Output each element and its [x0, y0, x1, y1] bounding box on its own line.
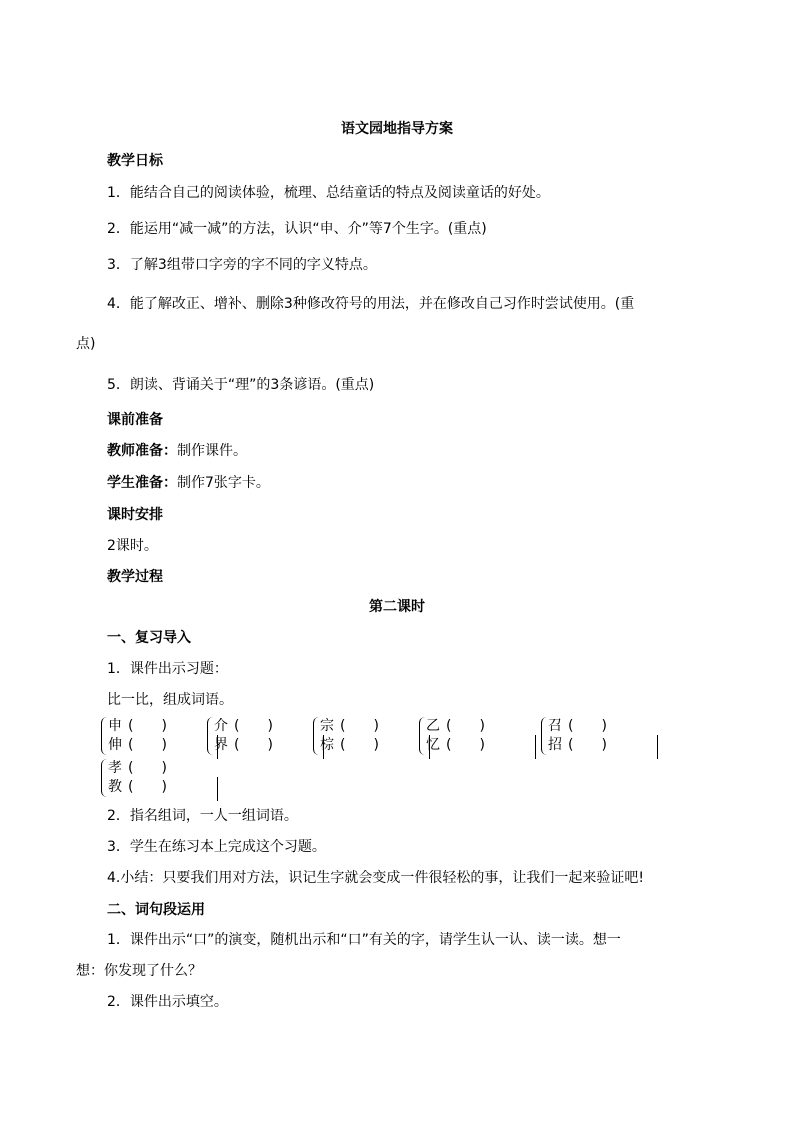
section-2-heading: 二、词句段运用	[107, 902, 205, 918]
objective-item-4: 4．能了解改正、增补、删除3种修改符号的用法，并在修改自己习作时尝试使用。(重	[107, 296, 635, 312]
lesson-title: 第二课时	[369, 599, 425, 615]
char: 介	[214, 718, 228, 734]
page-title: 语文园地指导方案	[341, 121, 453, 137]
char: 忆	[426, 737, 440, 753]
exercise-prompt: 比一比，组成词语。	[107, 692, 233, 708]
char: 教	[108, 779, 122, 795]
objective-item-1: 1．能结合自己的阅读体验，梳理、总结童话的特点及阅读童话的好处。	[107, 185, 550, 201]
answer-blank[interactable]: ( )	[234, 737, 273, 753]
answer-blank[interactable]: ( )	[568, 737, 607, 753]
char: 宗	[320, 718, 334, 734]
char-pair	[548, 717, 658, 757]
char: 招	[548, 737, 562, 753]
objective-item-3: 3．了解3组带口字旁的字不同的字义特点。	[107, 257, 377, 273]
prep-heading: 课前准备	[107, 412, 163, 428]
section-1-item-3: 3．学生在练习本上完成这个习题。	[107, 839, 326, 855]
objectives-heading: 教学日标	[107, 153, 163, 169]
answer-blank[interactable]: ( )	[128, 779, 167, 795]
answer-blank[interactable]: ( )	[340, 737, 379, 753]
char-pair	[426, 717, 536, 757]
student-prep-text: 制作7张字卡。	[177, 475, 270, 491]
section-2-item-1-continued: 想：你发现了什么？	[76, 963, 202, 979]
answer-blank[interactable]: ( )	[234, 718, 273, 734]
answer-blank[interactable]: ( )	[128, 760, 167, 776]
section-1-item-4: 4.小结：只要我们用对方法，识记生字就会变成一件很轻松的事，让我们一起来验证吧!	[107, 870, 644, 886]
schedule-heading: 课时安排	[107, 507, 163, 523]
answer-blank[interactable]: ( )	[128, 718, 167, 734]
char: 孝	[108, 760, 122, 776]
char: 召	[548, 718, 562, 734]
char: 申	[108, 718, 122, 734]
objective-item-4-continued: 点)	[76, 336, 96, 352]
char-pair	[108, 759, 218, 799]
answer-blank[interactable]: ( )	[128, 737, 167, 753]
answer-blank[interactable]: ( )	[446, 737, 485, 753]
answer-blank[interactable]: ( )	[446, 718, 485, 734]
student-prep	[107, 473, 270, 493]
char: 界	[214, 737, 228, 753]
section-1-item-2: 2．指名组词，一人一组词语。	[107, 808, 298, 824]
char: 乙	[426, 718, 440, 734]
student-prep-label: 学生准备：	[107, 475, 177, 491]
char-pair	[320, 717, 430, 757]
objective-item-5: 5．朗读、背诵关于“理”的3条谚语。(重点)	[107, 377, 375, 393]
schedule-text: 2课时。	[107, 538, 158, 554]
char-pair	[214, 717, 324, 757]
section-1-heading: 一、复习导入	[107, 630, 191, 646]
section-1-item-1: 1．课件出示习题：	[107, 661, 228, 677]
teacher-prep	[107, 441, 247, 461]
char: 棕	[320, 737, 334, 753]
section-2-item-2: 2．课件出示填空。	[107, 994, 228, 1010]
teacher-prep-label: 教师准备：	[107, 443, 177, 459]
answer-blank[interactable]: ( )	[340, 718, 379, 734]
char: 伸	[108, 737, 122, 753]
objective-item-2: 2．能运用“减一减”的方法，认识“申、介”等7个生字。(重点)	[107, 221, 487, 237]
answer-blank[interactable]: ( )	[568, 718, 607, 734]
char-pair	[108, 717, 218, 757]
process-heading: 教学过程	[107, 569, 163, 585]
teacher-prep-text: 制作课件。	[177, 443, 247, 459]
section-2-item-1: 1．课件出示“口”的演变，随机出示和“口”有关的字，请学生认一认、读一读。想一	[107, 932, 621, 948]
